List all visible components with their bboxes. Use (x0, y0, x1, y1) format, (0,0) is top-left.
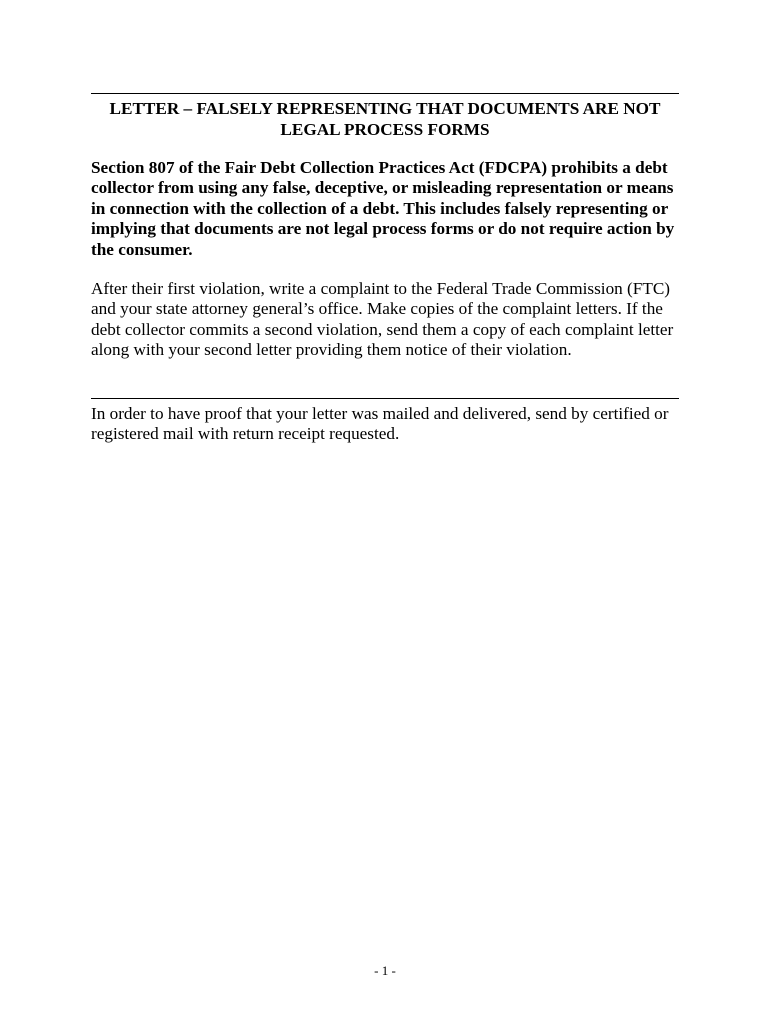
document-title: LETTER – FALSELY REPRESENTING THAT DOCUMENTS ARE NOT LEGAL PROCESS FORMS (109, 99, 661, 139)
top-divider (91, 93, 679, 94)
mailing-note-paragraph: In order to have proof that your letter was mailed and delivered, send by certified or registered mail with return receipt requested. (91, 404, 669, 444)
section-divider (91, 398, 679, 399)
fdcpa-intro-paragraph: Section 807 of the Fair Debt Collection Practices Act (FDCPA) prohibits a debt collector from using any false, deceptive, or misleading representation or means in connection with the collection of a debt. This includes falsely representing or implying that documents are not legal process forms or do not require action by the consumer. (91, 158, 675, 259)
complaint-instructions-paragraph: After their first violation, write a complaint to the Federal Trade Commission (FTC) and your state attorney general’s office. Make copies of the complaint letters. If the debt collector commits a second violation, send them a copy of each complaint letter along with your second letter providing them notice of their violation. (91, 279, 674, 360)
page-number: - 1 - (374, 963, 396, 978)
